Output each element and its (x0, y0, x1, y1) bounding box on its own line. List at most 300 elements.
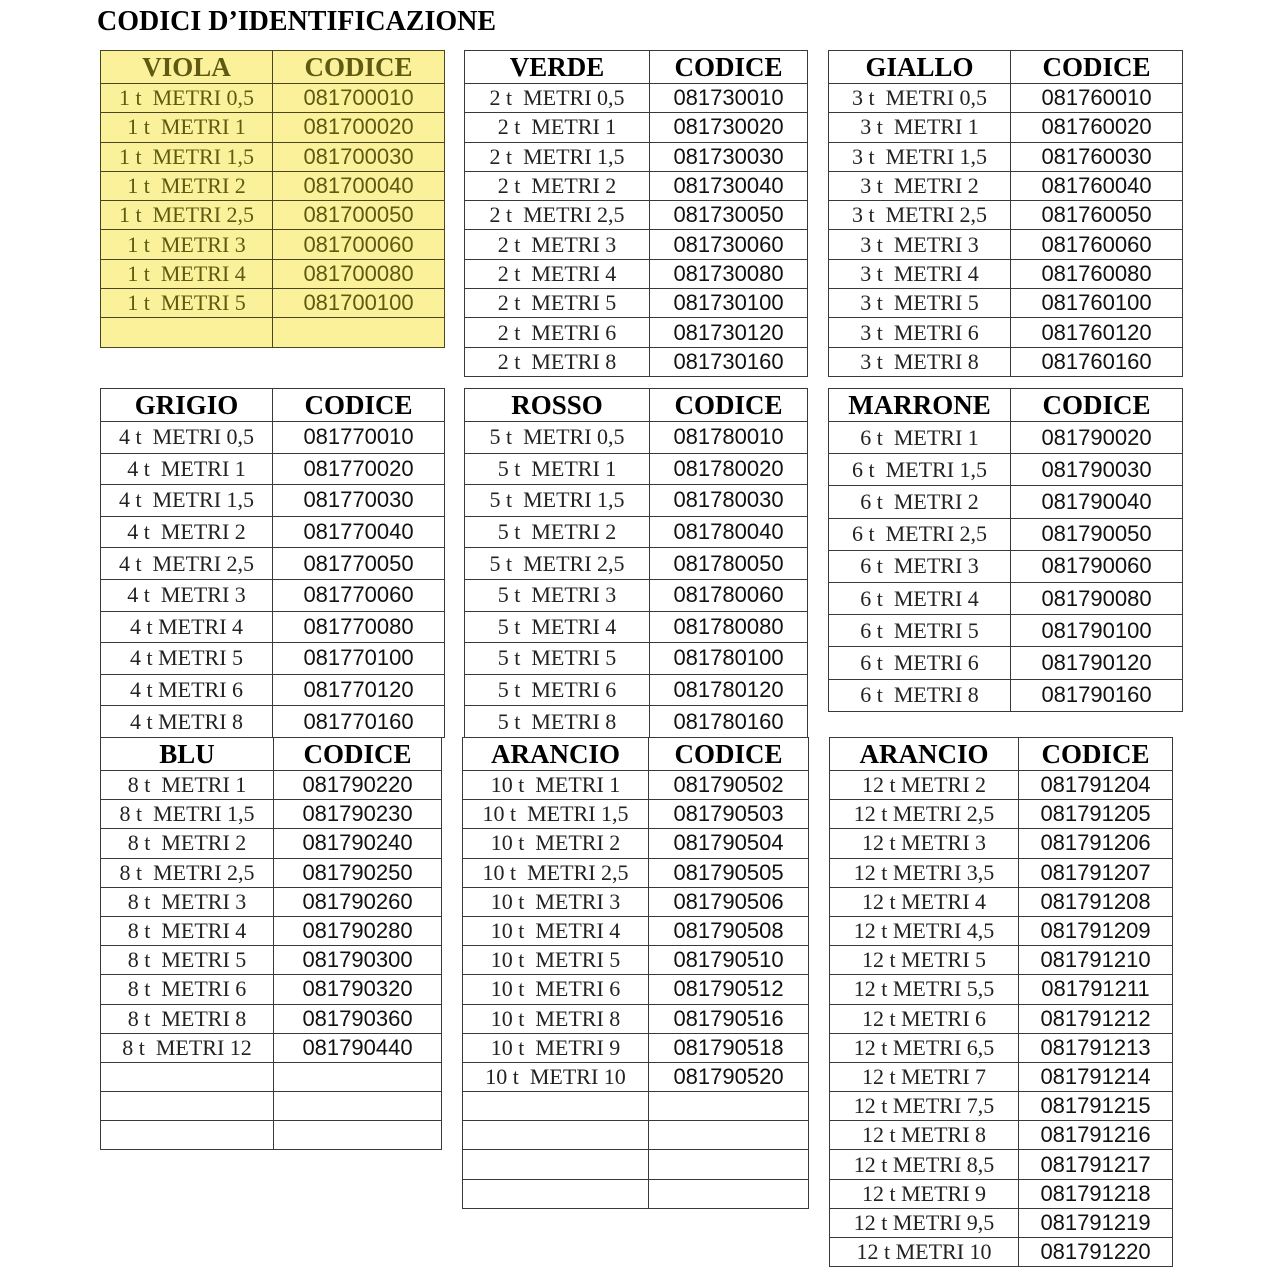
table-row (830, 1033, 1173, 1062)
table-row (101, 771, 442, 800)
product-code: 081791214 (1019, 1062, 1173, 1091)
product-code: 081780020 (650, 453, 808, 485)
table-row (463, 916, 809, 945)
product-code: 081790280 (274, 916, 442, 945)
product-code: 081791204 (1019, 771, 1173, 800)
table-row (101, 800, 442, 829)
product-description: 12 t METRI 9,5 (830, 1208, 1019, 1237)
table-row (101, 1004, 442, 1033)
table-row (829, 259, 1183, 288)
product-description: 6 t METRI 5 (829, 615, 1011, 647)
table-row (830, 1150, 1173, 1179)
table-row (830, 887, 1173, 916)
table-row (829, 113, 1183, 142)
product-description: 12 t METRI 4,5 (830, 916, 1019, 945)
product-description: 3 t METRI 2 (829, 171, 1011, 200)
product-description: 8 t METRI 1 (101, 771, 274, 800)
table-row (829, 84, 1183, 113)
table-row (463, 800, 809, 829)
table-row (463, 946, 809, 975)
product-description: 5 t METRI 2 (465, 516, 650, 548)
product-description: 10 t METRI 6 (463, 975, 649, 1004)
product-description: 2 t METRI 6 (465, 318, 650, 347)
product-code: 081780080 (650, 611, 808, 643)
table-row (830, 771, 1173, 800)
table-row (829, 289, 1183, 318)
table-row (463, 1179, 809, 1208)
product-description: 10 t METRI 9 (463, 1033, 649, 1062)
product-description: 10 t METRI 3 (463, 887, 649, 916)
table-row (101, 858, 442, 887)
table-row (101, 548, 445, 580)
product-code: 081700030 (273, 142, 445, 171)
product-description: 12 t METRI 10 (830, 1238, 1019, 1267)
product-description: 1 t METRI 4 (101, 259, 273, 288)
table-row (465, 84, 808, 113)
table-header-row (830, 738, 1173, 771)
product-code (649, 1092, 809, 1121)
product-code: 081791208 (1019, 887, 1173, 916)
code-table-blu (100, 737, 442, 1150)
product-description: 5 t METRI 8 (465, 706, 650, 738)
product-code: 081780100 (650, 643, 808, 675)
product-description: 10 t METRI 8 (463, 1004, 649, 1033)
table-row (465, 422, 808, 454)
table-row (465, 113, 808, 142)
product-description (463, 1092, 649, 1121)
table-row (101, 201, 445, 230)
table-row (101, 579, 445, 611)
product-description: 5 t METRI 6 (465, 674, 650, 706)
product-description: 12 t METRI 2,5 (830, 800, 1019, 829)
product-code: 081730030 (650, 142, 808, 171)
product-description: 1 t METRI 1 (101, 113, 273, 142)
product-code: 081791219 (1019, 1208, 1173, 1237)
table-row (465, 643, 808, 675)
code-table-marrone (828, 388, 1183, 712)
product-code: 081790040 (1011, 486, 1183, 518)
product-code: 081790020 (1011, 422, 1183, 454)
product-description: 4 t METRI 8 (101, 706, 273, 738)
product-description: 8 t METRI 8 (101, 1004, 274, 1033)
product-description: 12 t METRI 7 (830, 1062, 1019, 1091)
table-row (465, 171, 808, 200)
product-code: 081770010 (273, 422, 445, 454)
product-description: 4 t METRI 2 (101, 516, 273, 548)
product-code: 081790504 (649, 829, 809, 858)
product-code: 081730100 (650, 289, 808, 318)
product-description: 3 t METRI 4 (829, 259, 1011, 288)
color-header: MARRONE (829, 389, 1011, 422)
product-code: 081760040 (1011, 171, 1183, 200)
table-row (830, 946, 1173, 975)
product-description: 12 t METRI 4 (830, 887, 1019, 916)
table-row (101, 946, 442, 975)
code-header: CODICE (649, 738, 809, 771)
product-code (649, 1150, 809, 1179)
product-code: 081780060 (650, 579, 808, 611)
table-row (830, 1062, 1173, 1091)
table-row (101, 485, 445, 517)
product-code: 081770050 (273, 548, 445, 580)
table-row (830, 1238, 1173, 1267)
product-description: 3 t METRI 6 (829, 318, 1011, 347)
product-code: 081700050 (273, 201, 445, 230)
product-code: 081791212 (1019, 1004, 1173, 1033)
product-description: 6 t METRI 6 (829, 647, 1011, 679)
product-code: 081780120 (650, 674, 808, 706)
table-row (463, 1004, 809, 1033)
product-code: 081790502 (649, 771, 809, 800)
product-code: 081790300 (274, 946, 442, 975)
product-code: 081700020 (273, 113, 445, 142)
code-table-viola (100, 50, 445, 348)
table-row (830, 800, 1173, 829)
product-code: 081760160 (1011, 347, 1183, 376)
table-row (830, 1208, 1173, 1237)
product-code: 081790050 (1011, 518, 1183, 550)
product-code: 081700080 (273, 259, 445, 288)
product-code: 081760050 (1011, 201, 1183, 230)
table-row (829, 486, 1183, 518)
product-code (274, 1121, 442, 1150)
product-description: 4 t METRI 4 (101, 611, 273, 643)
table-row (465, 485, 808, 517)
table-row (101, 1092, 442, 1121)
table-row (101, 230, 445, 259)
product-code: 081790505 (649, 858, 809, 887)
product-description: 2 t METRI 8 (465, 347, 650, 376)
product-code: 081770030 (273, 485, 445, 517)
product-code: 081770060 (273, 579, 445, 611)
product-code: 081730060 (650, 230, 808, 259)
product-code: 081760020 (1011, 113, 1183, 142)
product-description: 10 t METRI 2,5 (463, 858, 649, 887)
product-description: 5 t METRI 3 (465, 579, 650, 611)
product-description: 4 t METRI 3 (101, 579, 273, 611)
product-description: 4 t METRI 2,5 (101, 548, 273, 580)
product-code: 081790260 (274, 887, 442, 916)
table-header-row (465, 389, 808, 422)
product-description: 5 t METRI 1 (465, 453, 650, 485)
product-description: 3 t METRI 8 (829, 347, 1011, 376)
table-row (830, 1121, 1173, 1150)
product-code: 081791205 (1019, 800, 1173, 829)
product-description: 10 t METRI 1,5 (463, 800, 649, 829)
code-header: CODICE (1019, 738, 1173, 771)
product-code: 081791207 (1019, 858, 1173, 887)
table-row (463, 1062, 809, 1091)
product-description: 6 t METRI 4 (829, 582, 1011, 614)
product-description: 5 t METRI 0,5 (465, 422, 650, 454)
product-code: 081790120 (1011, 647, 1183, 679)
product-code: 081730160 (650, 347, 808, 376)
product-code: 081790360 (274, 1004, 442, 1033)
product-code: 081791209 (1019, 916, 1173, 945)
product-code: 081790518 (649, 1033, 809, 1062)
table-row (830, 1004, 1173, 1033)
product-code: 081730020 (650, 113, 808, 142)
table-row (101, 1062, 442, 1091)
table-row (830, 1179, 1173, 1208)
product-code: 081700040 (273, 171, 445, 200)
table-row (830, 1092, 1173, 1121)
product-code: 081790520 (649, 1062, 809, 1091)
product-code: 081730010 (650, 84, 808, 113)
table-header-row (101, 51, 445, 84)
code-table-rosso (464, 388, 808, 738)
product-description: 8 t METRI 3 (101, 887, 274, 916)
table-row (829, 647, 1183, 679)
color-header: ROSSO (465, 389, 650, 422)
product-code: 081780010 (650, 422, 808, 454)
product-description: 12 t METRI 5,5 (830, 975, 1019, 1004)
code-table-grigio (100, 388, 445, 738)
table-row (829, 201, 1183, 230)
product-description: 1 t METRI 3 (101, 230, 273, 259)
product-code: 081790250 (274, 858, 442, 887)
product-description: 1 t METRI 1,5 (101, 142, 273, 171)
product-description: 10 t METRI 10 (463, 1062, 649, 1091)
product-code: 081730120 (650, 318, 808, 347)
product-code: 081790320 (274, 975, 442, 1004)
color-header: GIALLO (829, 51, 1011, 84)
table-row (829, 454, 1183, 486)
table-row (463, 829, 809, 858)
code-header: CODICE (650, 51, 808, 84)
product-code: 081700010 (273, 84, 445, 113)
product-code: 081791213 (1019, 1033, 1173, 1062)
table-row (463, 975, 809, 1004)
table-row (465, 548, 808, 580)
code-table-arancio (462, 737, 809, 1209)
table-row (101, 706, 445, 738)
code-header: CODICE (274, 738, 442, 771)
product-description: 4 t METRI 5 (101, 643, 273, 675)
product-code: 081791206 (1019, 829, 1173, 858)
product-code: 081770020 (273, 453, 445, 485)
table-row (101, 259, 445, 288)
table-header-row (829, 51, 1183, 84)
product-description: 8 t METRI 1,5 (101, 800, 274, 829)
product-description: 4 t METRI 6 (101, 674, 273, 706)
table-row (829, 142, 1183, 171)
product-code: 081790512 (649, 975, 809, 1004)
product-description: 5 t METRI 4 (465, 611, 650, 643)
product-code: 081790080 (1011, 582, 1183, 614)
product-code: 081770120 (273, 674, 445, 706)
code-table-giallo (828, 50, 1183, 377)
product-description: 2 t METRI 4 (465, 259, 650, 288)
product-description: 12 t METRI 2 (830, 771, 1019, 800)
product-description: 12 t METRI 6,5 (830, 1033, 1019, 1062)
table-row (101, 84, 445, 113)
product-description: 4 t METRI 1 (101, 453, 273, 485)
product-code: 081730080 (650, 259, 808, 288)
product-description (101, 1092, 274, 1121)
product-description: 2 t METRI 0,5 (465, 84, 650, 113)
product-code: 081790230 (274, 800, 442, 829)
product-code: 081760080 (1011, 259, 1183, 288)
table-row (101, 171, 445, 200)
product-description: 2 t METRI 3 (465, 230, 650, 259)
table-row (101, 1121, 442, 1150)
product-code: 081790516 (649, 1004, 809, 1033)
product-description: 8 t METRI 2,5 (101, 858, 274, 887)
product-code: 081790440 (274, 1033, 442, 1062)
product-code: 081790503 (649, 800, 809, 829)
table-row (101, 289, 445, 318)
table-header-row (463, 738, 809, 771)
code-header: CODICE (273, 51, 445, 84)
table-row (465, 259, 808, 288)
product-code: 081791211 (1019, 975, 1173, 1004)
product-description (463, 1121, 649, 1150)
product-description: 8 t METRI 12 (101, 1033, 274, 1062)
product-code: 081730040 (650, 171, 808, 200)
table-row (465, 579, 808, 611)
product-code: 081790220 (274, 771, 442, 800)
table-row (465, 674, 808, 706)
table-row (101, 1033, 442, 1062)
product-description: 2 t METRI 1 (465, 113, 650, 142)
product-code: 081790240 (274, 829, 442, 858)
product-description: 3 t METRI 1,5 (829, 142, 1011, 171)
table-row (829, 230, 1183, 259)
product-description: 10 t METRI 1 (463, 771, 649, 800)
product-description: 1 t METRI 0,5 (101, 84, 273, 113)
table-row (101, 643, 445, 675)
product-description: 3 t METRI 1 (829, 113, 1011, 142)
product-description: 10 t METRI 2 (463, 829, 649, 858)
product-description: 12 t METRI 9 (830, 1179, 1019, 1208)
table-header-row (101, 738, 442, 771)
product-description: 3 t METRI 3 (829, 230, 1011, 259)
table-row (101, 829, 442, 858)
table-row (829, 318, 1183, 347)
table-row (829, 422, 1183, 454)
code-table-verde (464, 50, 808, 377)
product-code: 081770160 (273, 706, 445, 738)
table-header-row (101, 389, 445, 422)
product-description: 12 t METRI 3,5 (830, 858, 1019, 887)
table-row (830, 829, 1173, 858)
table-row (829, 347, 1183, 376)
code-header: CODICE (273, 389, 445, 422)
color-header: ARANCIO (463, 738, 649, 771)
product-description: 12 t METRI 8 (830, 1121, 1019, 1150)
product-code: 081780040 (650, 516, 808, 548)
product-code: 081791220 (1019, 1238, 1173, 1267)
product-code (649, 1121, 809, 1150)
product-code: 081790508 (649, 916, 809, 945)
page-title: CODICI D’IDENTIFICAZIONE (97, 6, 497, 37)
code-header: CODICE (650, 389, 808, 422)
product-code: 081760100 (1011, 289, 1183, 318)
table-row (829, 679, 1183, 711)
table-row (829, 518, 1183, 550)
product-description: 6 t METRI 8 (829, 679, 1011, 711)
product-description: 12 t METRI 7,5 (830, 1092, 1019, 1121)
color-header: GRIGIO (101, 389, 273, 422)
product-code (274, 1092, 442, 1121)
product-code (274, 1062, 442, 1091)
table-row (101, 516, 445, 548)
table-row (465, 516, 808, 548)
product-code (273, 318, 445, 347)
product-description: 5 t METRI 2,5 (465, 548, 650, 580)
product-description: 2 t METRI 2 (465, 171, 650, 200)
product-description: 5 t METRI 5 (465, 643, 650, 675)
product-description: 8 t METRI 5 (101, 946, 274, 975)
product-code: 081780050 (650, 548, 808, 580)
table-row (101, 674, 445, 706)
table-row (463, 887, 809, 916)
product-code: 081760060 (1011, 230, 1183, 259)
product-code: 081790060 (1011, 550, 1183, 582)
product-code: 081770080 (273, 611, 445, 643)
product-description: 2 t METRI 5 (465, 289, 650, 318)
product-description: 2 t METRI 1,5 (465, 142, 650, 171)
product-description: 1 t METRI 2,5 (101, 201, 273, 230)
product-code: 081791218 (1019, 1179, 1173, 1208)
table-row (101, 611, 445, 643)
product-code: 081760120 (1011, 318, 1183, 347)
table-row (101, 318, 445, 347)
table-row (101, 142, 445, 171)
product-description: 6 t METRI 1,5 (829, 454, 1011, 486)
product-code (649, 1179, 809, 1208)
product-code: 081780030 (650, 485, 808, 517)
color-header: VERDE (465, 51, 650, 84)
product-description: 2 t METRI 2,5 (465, 201, 650, 230)
table-row (830, 975, 1173, 1004)
product-description: 3 t METRI 5 (829, 289, 1011, 318)
product-code: 081760030 (1011, 142, 1183, 171)
product-description: 10 t METRI 4 (463, 916, 649, 945)
table-row (465, 318, 808, 347)
table-row (465, 611, 808, 643)
table-row (465, 347, 808, 376)
product-description: 8 t METRI 2 (101, 829, 274, 858)
product-description: 3 t METRI 0,5 (829, 84, 1011, 113)
product-code: 081791210 (1019, 946, 1173, 975)
table-row (463, 858, 809, 887)
code-table-arancio-12t (829, 737, 1173, 1267)
product-description: 4 t METRI 0,5 (101, 422, 273, 454)
product-description: 6 t METRI 2,5 (829, 518, 1011, 550)
table-row (101, 887, 442, 916)
table-row (465, 230, 808, 259)
table-header-row (829, 389, 1183, 422)
table-row (463, 1150, 809, 1179)
product-description: 6 t METRI 2 (829, 486, 1011, 518)
product-code: 081770040 (273, 516, 445, 548)
product-description (101, 1062, 274, 1091)
product-description: 12 t METRI 3 (830, 829, 1019, 858)
table-row (465, 142, 808, 171)
product-description: 1 t METRI 5 (101, 289, 273, 318)
code-header: CODICE (1011, 389, 1183, 422)
table-row (829, 615, 1183, 647)
table-row (465, 201, 808, 230)
product-code: 081791217 (1019, 1150, 1173, 1179)
product-code: 081760010 (1011, 84, 1183, 113)
table-row (830, 858, 1173, 887)
product-code: 081700060 (273, 230, 445, 259)
table-row (101, 975, 442, 1004)
color-header: ARANCIO (830, 738, 1019, 771)
